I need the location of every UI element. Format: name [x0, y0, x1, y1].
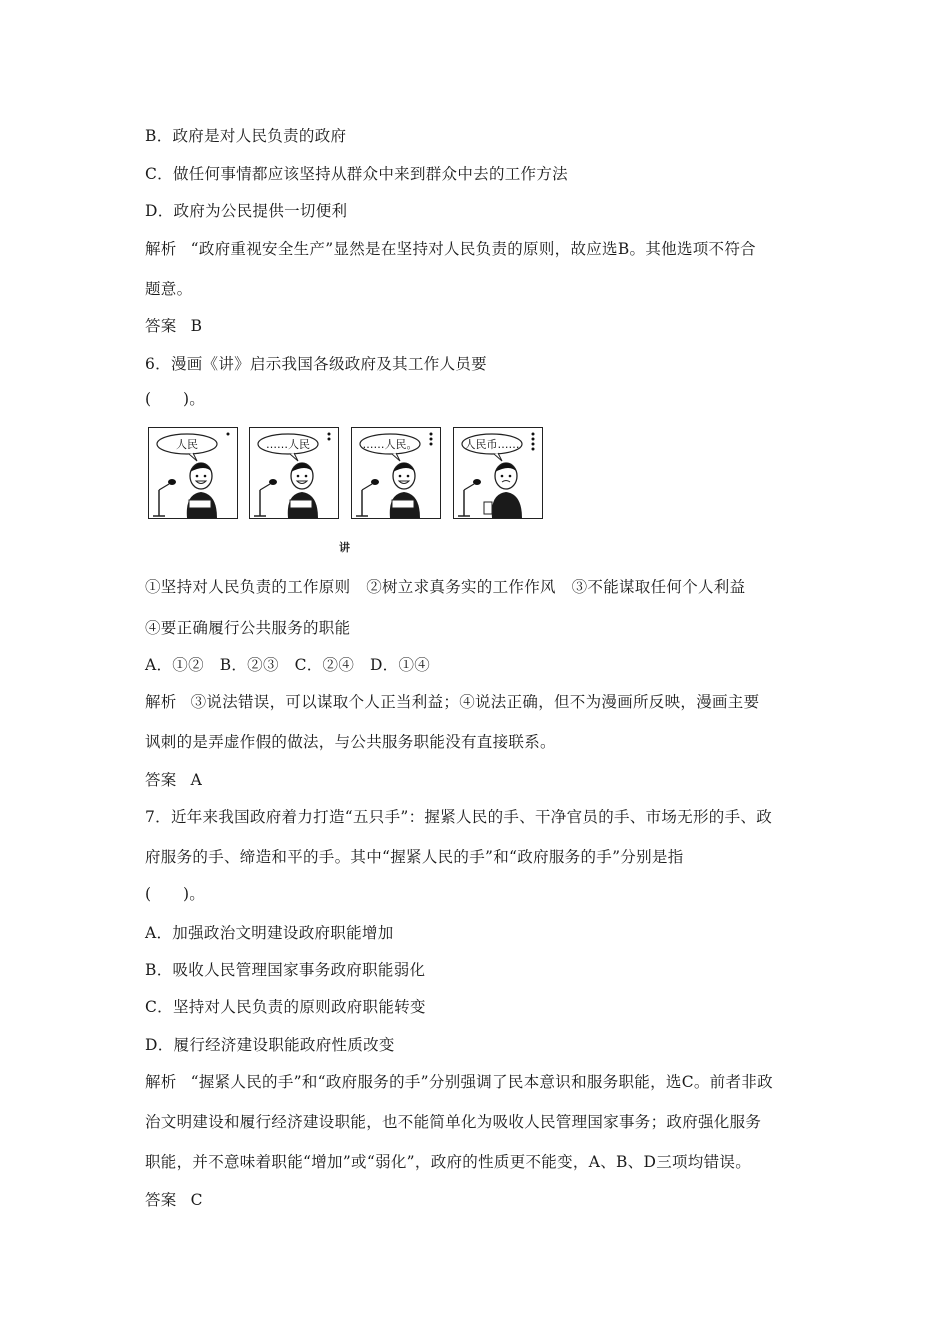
q5-answer [145, 316, 202, 336]
q6-answer [145, 770, 202, 790]
sweat-drop-icon [430, 433, 433, 436]
bubble-tail [290, 453, 298, 461]
q5-analysis [145, 239, 756, 259]
speech-bubble-text: ……人民 [266, 438, 310, 451]
answer-label: 答案 [145, 771, 177, 789]
cartoon-scene [454, 428, 542, 518]
analysis-text: “握紧人民的手”和“政府服务的手”分别强调了民本意识和服务职能，选C。前者非政 [190, 1073, 773, 1091]
comic-figure [148, 427, 548, 557]
microphone-icon [371, 479, 379, 485]
sweat-drop-icon [532, 438, 535, 441]
q7-analysis-cont2: 职能，并不意味着职能“增加”或“弱化”，政府的性质更不能变，A、B、D三项均错误。 [145, 1153, 752, 1171]
sweat-drop-icon [430, 438, 433, 441]
bubble-tail [392, 453, 400, 461]
analysis-label: 解析 [145, 693, 177, 711]
microphone-icon [168, 479, 176, 485]
sweat-drop-icon [532, 433, 535, 436]
answer-value: B [190, 317, 203, 335]
q6-stem: 6．漫画《讲》启示我国各级政府及其工作人员要 [145, 355, 487, 373]
q7-answer [145, 1190, 203, 1210]
q6-items: ①坚持对人民负责的工作原则 ②树立求真务实的工作作风 ③不能谋取任何个人利益 [145, 578, 746, 596]
comic-panel [453, 427, 543, 519]
q5-option-c: C．做任何事情都应该坚持从群众中来到群众中去的工作方法 [145, 165, 568, 183]
bubble-tail [494, 453, 502, 461]
q5-option-b: B．政府是对人民负责的政府 [145, 127, 347, 145]
analysis-text: ③说法错误，可以谋取个人正当利益；④说法正确，但不为漫画所反映，漫画主要 [190, 693, 760, 711]
q7-analysis [145, 1072, 773, 1092]
q7-stem: 7．近年来我国政府着力打造“五只手”：握紧人民的手、干净官员的手、市场无形的手、政 [145, 808, 773, 826]
sweat-drop-icon [532, 448, 535, 451]
bubble-tail [189, 453, 197, 461]
speech-papers [189, 500, 211, 508]
speech-bubble-text: 人民 [176, 438, 198, 451]
answer-label: 答案 [145, 1191, 177, 1209]
microphone-icon [473, 479, 481, 485]
comic-caption: 讲 [339, 541, 350, 554]
speech-papers [392, 500, 414, 508]
answer-value: C [190, 1191, 203, 1209]
speech-papers [290, 500, 312, 508]
q7-option-d: D．履行经济建设职能政府性质改变 [145, 1036, 395, 1054]
q6-options: A．①② B．②③ C．②④ D．①④ [145, 656, 431, 674]
analysis-label: 解析 [145, 240, 177, 258]
sweat-drop-icon [532, 443, 535, 446]
speaker-body [492, 492, 522, 518]
sweat-drop-icon [328, 438, 331, 441]
q7-analysis-cont: 治文明建设和履行经济建设职能，也不能简单化为吸收人民管理国家事务；政府强化服务 [145, 1113, 762, 1131]
q5-analysis-cont: 题意。 [145, 280, 193, 298]
q7-paren: ( )。 [145, 885, 206, 903]
cartoon-scene [250, 428, 338, 518]
q7-option-a: A．加强政治文明建设政府职能增加 [145, 924, 394, 942]
comic-panel [351, 427, 441, 519]
answer-value: A [190, 771, 203, 789]
analysis-text: “政府重视安全生产”显然是在坚持对人民负责的原则，故应选B。其他选项不符合 [190, 240, 756, 258]
q7-stem-cont: 府服务的手、缔造和平的手。其中“握紧人民的手”和“政府服务的手”分别是指 [145, 848, 684, 866]
sweat-drop-icon [328, 433, 331, 436]
cartoon-scene [352, 428, 440, 518]
analysis-label: 解析 [145, 1073, 177, 1091]
answer-label: 答案 [145, 317, 177, 335]
q6-items-cont: ④要正确履行公共服务的职能 [145, 619, 351, 637]
speech-papers [484, 502, 492, 514]
q7-option-b: B．吸收人民管理国家事务政府职能弱化 [145, 961, 426, 979]
cartoon-scene [149, 428, 237, 518]
q6-paren: ( )。 [145, 390, 206, 408]
speech-bubble-text: 人民币…… [464, 438, 520, 451]
q7-option-c: C．坚持对人民负责的原则政府职能转变 [145, 998, 426, 1016]
sweat-drop-icon [430, 443, 433, 446]
q6-analysis [145, 692, 759, 712]
microphone-icon [269, 479, 277, 485]
speech-bubble-text: ……人民。 [362, 438, 418, 451]
sweat-drop-icon [227, 433, 230, 436]
q6-analysis-cont: 讽刺的是弄虚作假的做法，与公共服务职能没有直接联系。 [145, 733, 556, 751]
comic-panel [249, 427, 339, 519]
q5-option-d: D．政府为公民提供一切便利 [145, 202, 348, 220]
comic-panel [148, 427, 238, 519]
